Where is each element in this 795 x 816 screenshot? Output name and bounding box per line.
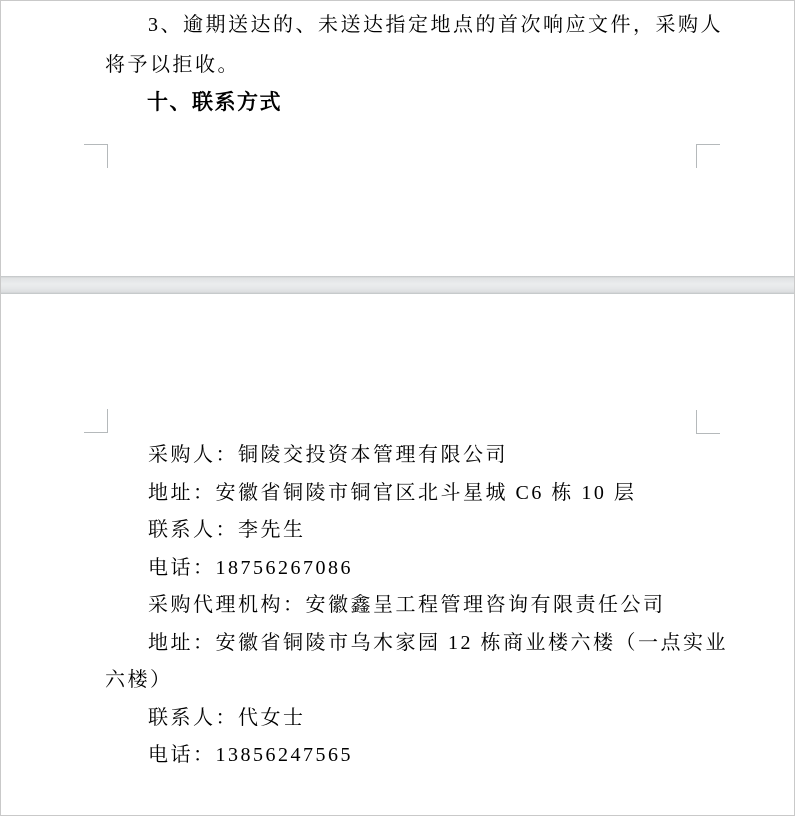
text-boundary-mark-bottom-right xyxy=(696,144,720,168)
contact-line-purchaser-phone: 电话：18756267086 xyxy=(148,557,353,579)
page-1[interactable] xyxy=(1,1,794,276)
page-break-gap xyxy=(1,276,794,294)
contact-line-purchaser-contact: 联系人：李先生 xyxy=(148,519,306,541)
contact-line-purchaser: 采购人：铜陵交投资本管理有限公司 xyxy=(148,444,508,466)
contact-line-agency: 采购代理机构：安徽鑫呈工程管理咨询有限责任公司 xyxy=(148,594,666,616)
contact-line-purchaser-address: 地址：安徽省铜陵市铜官区北斗星城 C6 栋 10 层 xyxy=(148,482,637,504)
paragraph-line: 将予以拒收。 xyxy=(105,54,240,76)
contact-line-agency-address-wrap: 六楼） xyxy=(105,669,173,691)
text-boundary-mark-top-right xyxy=(696,410,720,434)
contact-line-agency-address: 地址：安徽省铜陵市乌木家园 12 栋商业楼六楼（一点实业 xyxy=(148,632,728,654)
contact-line-agency-phone: 电话：13856247565 xyxy=(148,744,353,766)
text-boundary-mark-top-left xyxy=(84,409,108,433)
text-boundary-mark-bottom-left xyxy=(84,144,108,168)
contact-line-agency-contact: 联系人：代女士 xyxy=(148,707,306,729)
paragraph-line: 3、逾期送达的、未送达指定地点的首次响应文件，采购人 xyxy=(148,14,723,36)
section-heading: 十、联系方式 xyxy=(147,91,282,114)
page-2[interactable] xyxy=(1,294,794,816)
